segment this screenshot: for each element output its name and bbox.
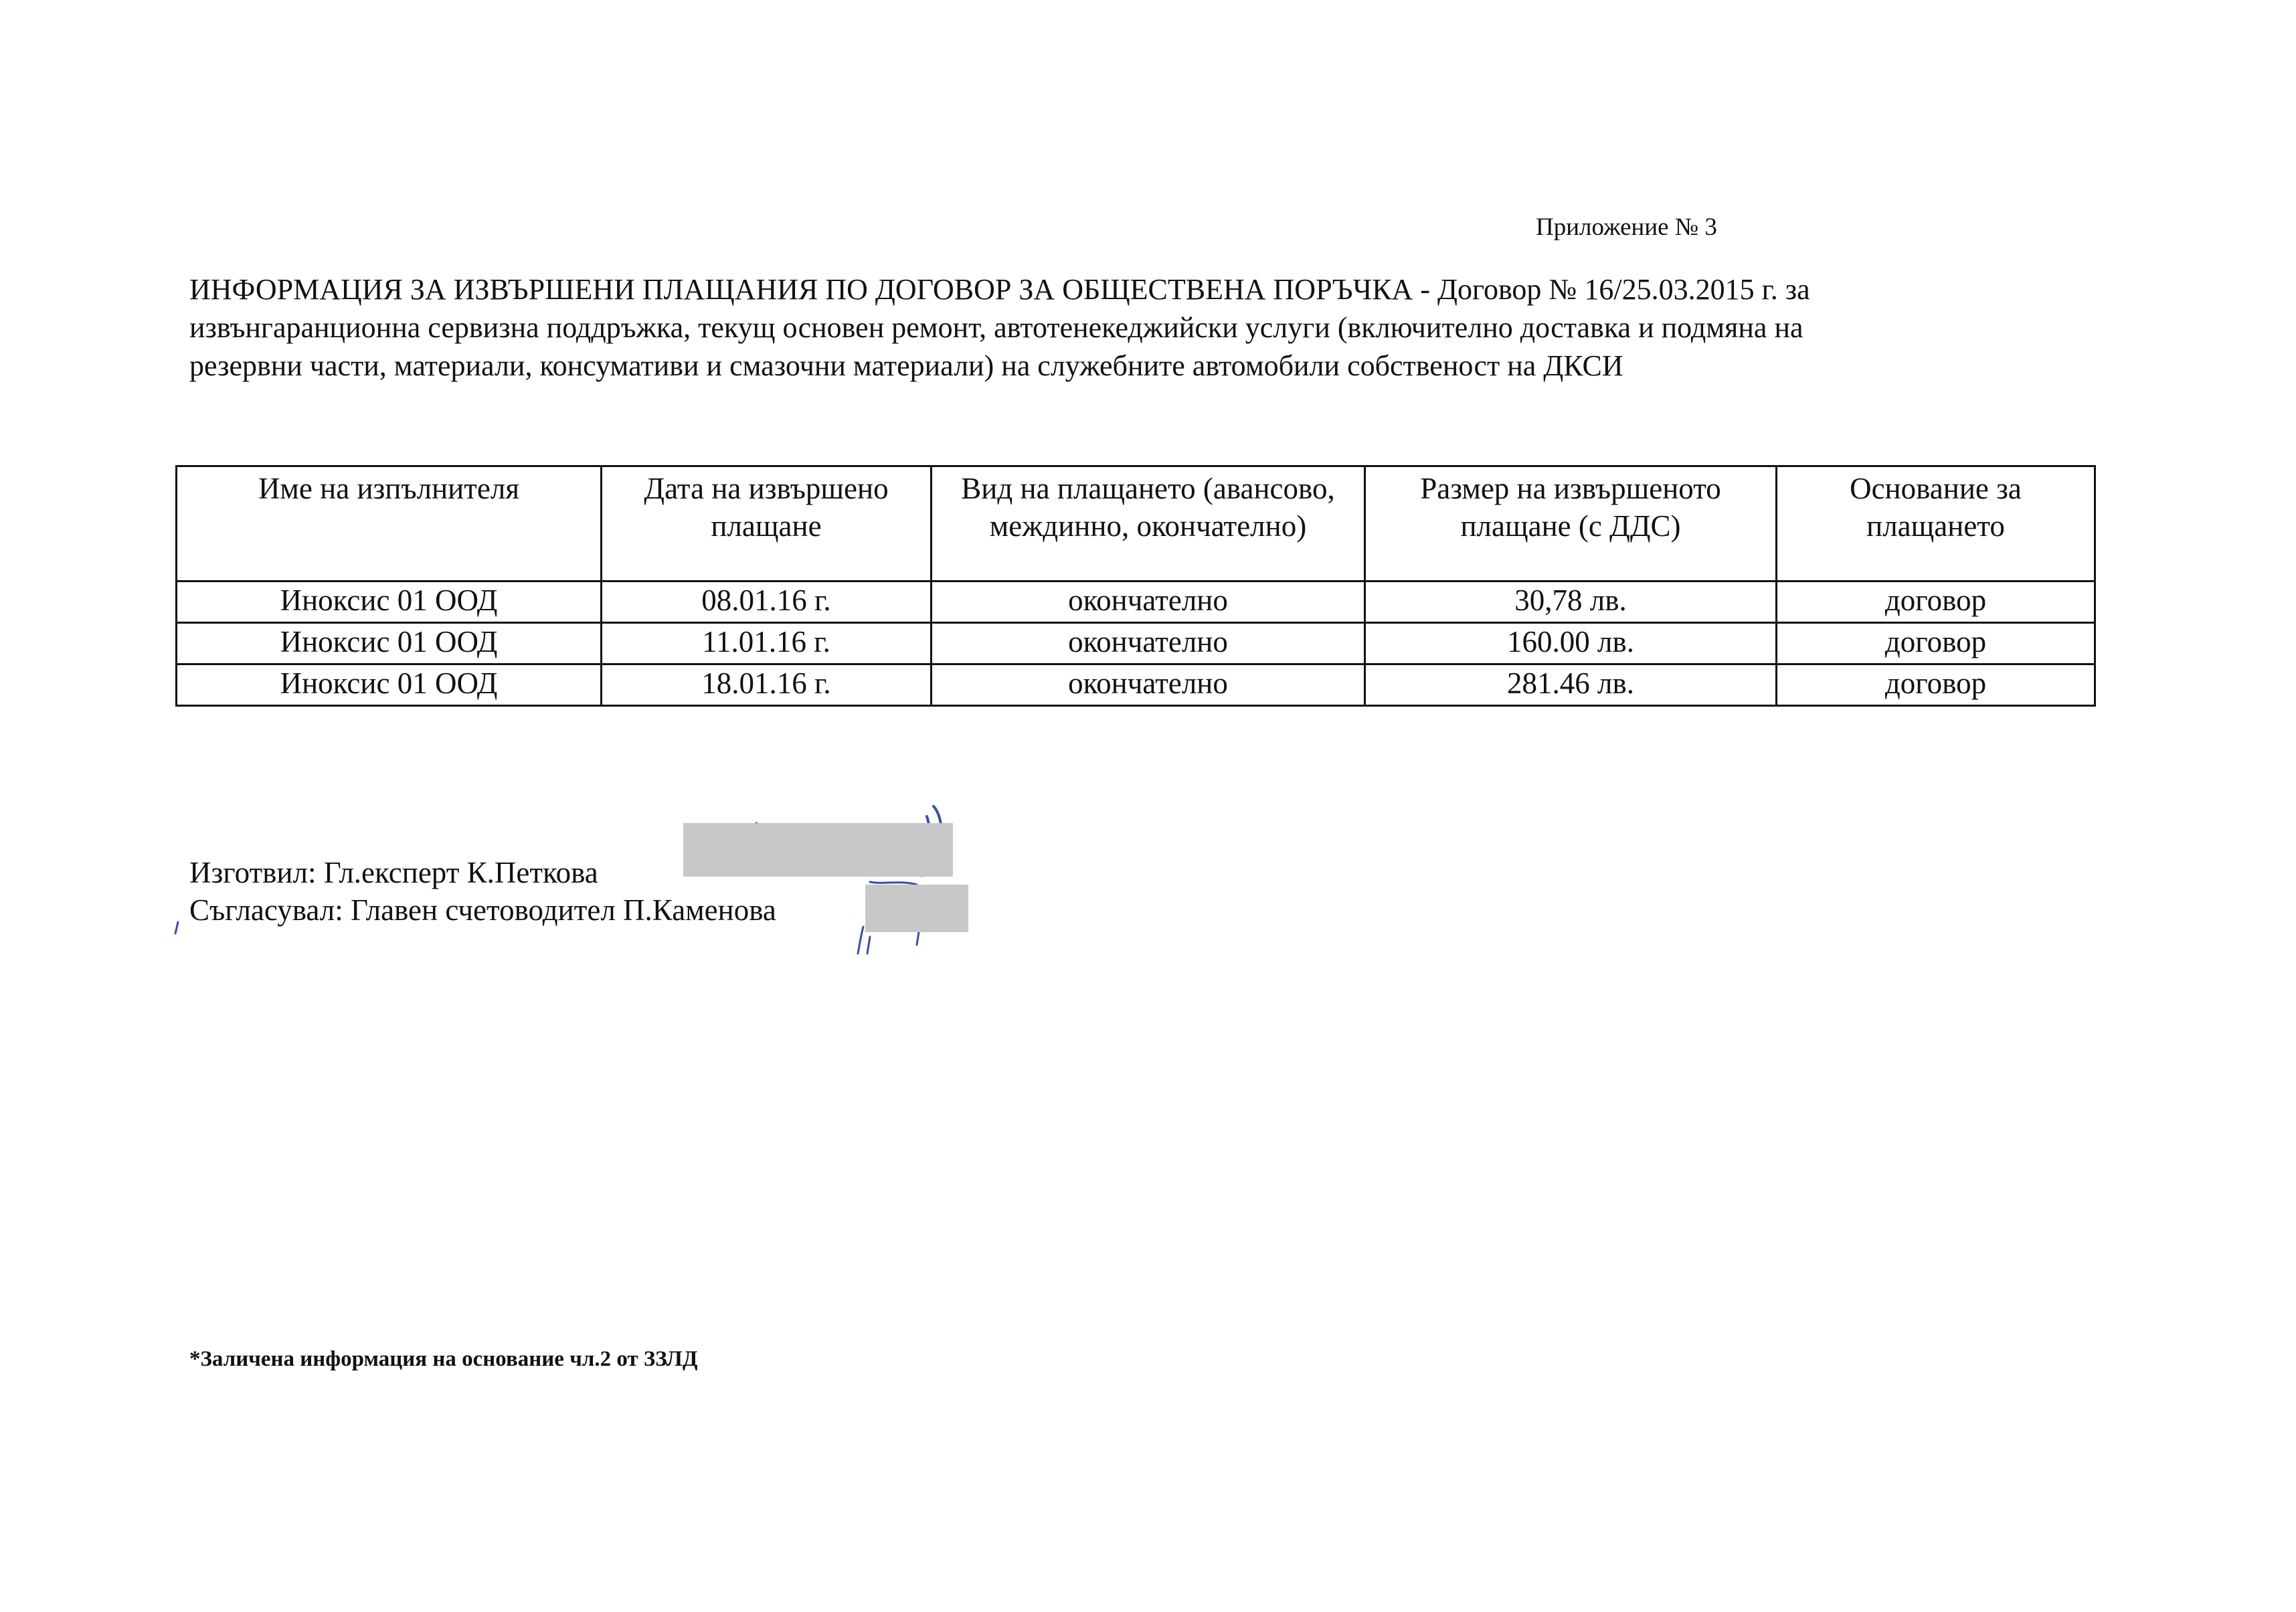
cell-amount: 30,78 лв. [1365,581,1777,623]
table-row [177,664,2095,706]
heading-line-3: резервни части, материали, консумативи и смазочни материали) на служебните автомобили собственост на ДКСИ [189,349,1623,382]
redacted-signature-approved [865,885,968,932]
cell-type: окончателно [932,664,1365,706]
document-heading [189,270,2050,385]
approved-by-line: Съгласувал: Главен счетоводител П.Каменова [189,893,776,927]
prepared-by-line: Изготвил: Гл.експерт К.Петкова [189,856,598,889]
cell-date: 08.01.16 г. [602,581,932,623]
header-payment-date: Дата на извършено плащане [602,466,932,581]
redacted-signature-prepared [683,823,953,877]
header-payment-basis: Основание за плащането [1777,466,2095,581]
annex-number: Приложение № 3 [1536,213,1717,241]
cell-basis: договор [1777,623,2095,664]
cell-type: окончателно [932,623,1365,664]
header-payment-type: Вид на плащането (авансово, междинно, окончателно) [932,466,1365,581]
table-header-row [177,466,2095,581]
payments-table [175,465,2096,707]
heading-line-1: ИНФОРМАЦИЯ ЗА ИЗВЪРШЕНИ ПЛАЩАНИЯ ПО ДОГОВОР ЗА ОБЩЕСТВЕНА ПОРЪЧКА - Договор № 16/25.03.2015 г. за [189,273,1810,306]
cell-type: окончателно [932,581,1365,623]
heading-line-2: извънгаранционна сервизна поддръжка, текущ основен ремонт, автотенекеджийски услуги (включително доставка и подмяна на [189,311,1803,344]
cell-basis: договор [1777,581,2095,623]
cell-date: 18.01.16 г. [602,664,932,706]
cell-contractor: Иноксис 01 ООД [177,581,602,623]
cell-contractor: Иноксис 01 ООД [177,623,602,664]
redaction-footnote: *Заличена информация на основание чл.2 от ЗЗЛД [189,1347,698,1371]
cell-amount: 281.46 лв. [1365,664,1777,706]
table-row [177,623,2095,664]
header-contractor-name: Име на изпълнителя [177,466,602,581]
cell-date: 11.01.16 г. [602,623,932,664]
table-row [177,581,2095,623]
cell-contractor: Иноксис 01 ООД [177,664,602,706]
cell-basis: договор [1777,664,2095,706]
cell-amount: 160.00 лв. [1365,623,1777,664]
header-payment-amount: Размер на извършеното плащане (с ДДС) [1365,466,1777,581]
